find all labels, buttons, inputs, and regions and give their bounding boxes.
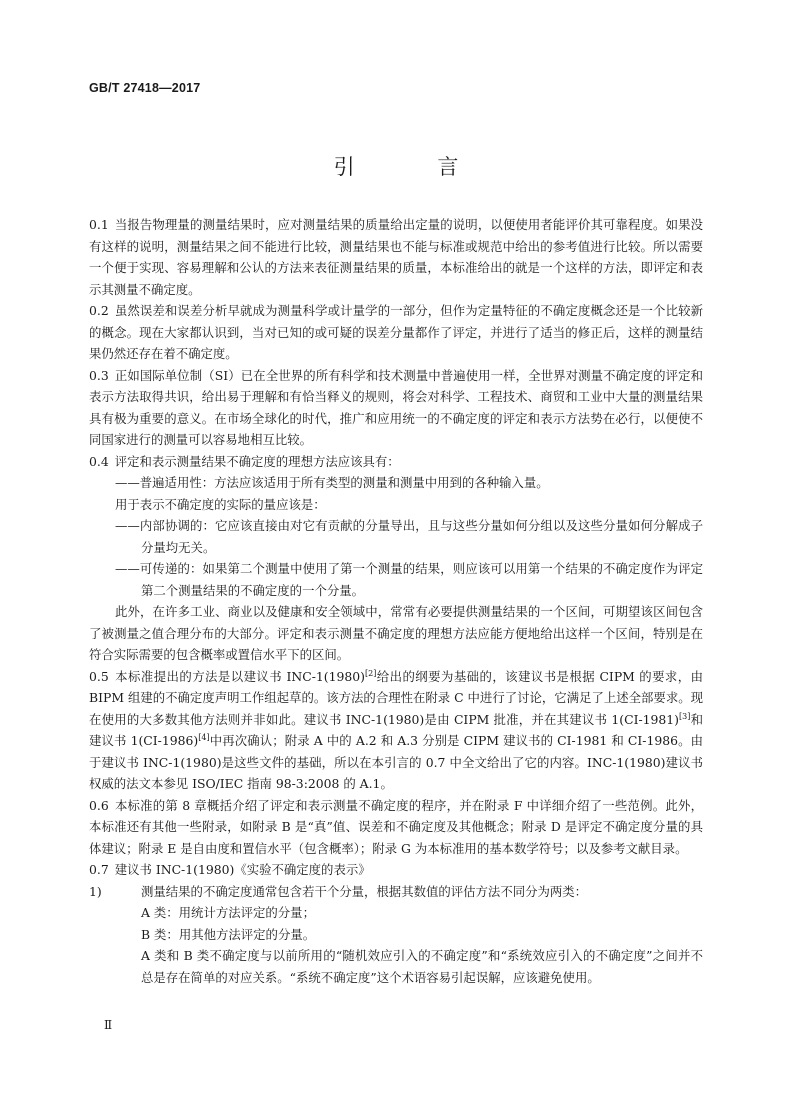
paragraph-text-quantity: 用于表示不确定度的实际的量应该是：	[115, 496, 326, 512]
paragraph-0-6	[89, 795, 703, 860]
clause-number: 0.1	[89, 217, 109, 232]
type-a-definition: A 类：用统计方法评定的分量；	[141, 905, 315, 920]
paragraph-text: 正如国际单位制（SI）已在全世界的所有科学和技术测量中普遍使用一样，全世界对测量不确定度的评定和表示方法取得共识，给出易于理解和有恰当释义的规则，将会对科学、工程技术、商贸和工业中大量的测量结果具有极为重要的意义。在市场全球化的时代，推广和应用统一的不确定度的评定和表示方法势在必行，以便使不同国家进行的测量可以容易地相互比较。	[89, 367, 703, 447]
list-item-transferable	[89, 558, 703, 601]
clause-number: 0.4	[89, 453, 109, 469]
reference-citation: [4]	[198, 732, 210, 742]
type-b-definition: B 类：用其他方法评定的分量。	[141, 926, 316, 942]
paragraph-text: 评定和表示测量结果不确定度的理想方法应该具有：	[114, 453, 400, 469]
paragraph-text: 虽然误差和误差分析早就成为测量科学或计量学的一部分，但作为定量特征的不确定度概念还是一个比较新的概念。现在大家都认识到，当对已知的或可疑的误差分量都作了评定，并进行了适当的修正后，这样的测量结果仍然还存在着不确定度。	[89, 303, 703, 361]
list-item-text: 普遍适用性：方法应该适用于所有类型的测量和测量中用到的各种输入量。	[139, 475, 549, 490]
paragraph-text: 本标准的第 8 章概括介绍了评定和表示测量不确定度的程序，并在附录 F 中详细介绍了一些范例。此外，本标准还有其他一些附录，如附录 B 是“真”值、误差和不确定度及其他概念；附录 D 是评定不确定度分量的具体建议；附录 E 是自由度和置信水平（包含概率）；附录 G 为本标准用的基本数学符号；以及参考文献目录。	[89, 797, 703, 856]
reference-citation: [3]	[679, 711, 691, 721]
paragraph-text: 给出的纲要为基础的，该建议书是根据 CIPM 的要求，由 BIPM 组建的不确定度声明工作组起草的。该方法的合理性在附录 C 中进行了讨论，它满足了上述全部要求。现在使用的大多数其他方法则并非如此。建议书 INC-1(1980)是由 CIPM 批准，并在其建议书 1(CI-1981)	[89, 668, 703, 727]
dash-marker: ——	[115, 518, 140, 533]
paragraph-interval: 此外，在许多工业、商业以及健康和安全领域中，常常有必要提供测量结果的一个区间，可期望该区间包含了被测量之值合理分布的大部分。评定和表示测量不确定度的理想方法应能方便地给出这样一个区间，特别是在符合实际需要的包含概率或置信水平下的区间。	[89, 604, 703, 662]
paragraph-text: 建议书 INC-1(1980)《实验不确定度的表示》	[114, 862, 371, 877]
list-item-text: 可传递的：如果第二个测量中使用了第一个测量的结果，则应该可以用第一个结果的不确定度作为评定第二个测量结果的不确定度的一个分量。	[139, 561, 703, 598]
paragraph-0-1	[89, 214, 703, 300]
type-ab-remark: A 类和 B 类不确定度与以前所用的“随机效应引入的不确定度”和“系统效应引入的不确定度”之间并不总是存在简单的对应关系。“系统不确定度”这个术语容易引起误解，应该避免使用。	[141, 948, 703, 985]
clause-number: 0.2	[89, 303, 109, 318]
dash-marker: ——	[115, 561, 140, 576]
paragraph-text: 本标准提出的方法是以建议书 INC-1(1980)	[114, 668, 365, 684]
paragraph-0-2	[89, 300, 703, 365]
reference-citation: [2]	[364, 668, 377, 678]
paragraph-0-4	[89, 451, 703, 473]
item-number: 1)	[89, 883, 102, 899]
clause-number: 0.5	[89, 668, 109, 684]
list-item-internally-consistent	[89, 515, 703, 558]
clause-number: 0.3	[89, 367, 109, 383]
dash-marker: ——	[115, 475, 140, 490]
clause-number: 0.7	[89, 862, 109, 877]
standard-id-header: GB/T 27418—2017	[89, 81, 201, 95]
paragraph-text: 和建议书 1(CI-1986)	[89, 711, 704, 748]
page-number: Ⅱ	[104, 1018, 113, 1032]
document-body	[89, 214, 703, 988]
item-text: 测量结果的不确定度通常包含若干个分量，根据其数值的评估方法不同分为两类：	[141, 883, 588, 899]
numbered-item-1	[89, 881, 703, 903]
paragraph-0-5	[89, 666, 703, 795]
list-item-text: 内部协调的：它应该直接由对它有贡献的分量导出，且与这些分量如何分组以及这些分量如何分解成子分量均无关。	[139, 518, 703, 555]
paragraph-text: 当报告物理量的测量结果时，应对测量结果的质量给出定量的说明，以便使用者能评价其可靠程度。如果没有这样的说明，测量结果之间不能进行比较，测量结果也不能与标准或规范中给出的参考值进行比较。所以需要一个便于实现、容易理解和公认的方法来表征测量结果的质量，本标准给出的就是一个这样的方法，即评定和表示其测量不确定度。	[89, 217, 703, 297]
paragraph-0-3	[89, 365, 703, 451]
paragraph-0-7	[89, 859, 703, 881]
paragraph-text: 中再次确认；附录 A 中的 A.2 和 A.3 分别是 CIPM 建议书的 CI-1981 和 CI-1986。由于建议书 INC-1(1980)是这些文件的基础，所以在本引言的 0.7 中全文给出了它的内容。INC-1(1980)建议书权威的法文本参见 ISO/IEC 指南 98-3:2008 的 A.1。	[89, 733, 704, 791]
clause-number: 0.6	[89, 797, 109, 813]
page-title: 引 言	[333, 155, 497, 179]
list-item-universal	[89, 472, 703, 494]
